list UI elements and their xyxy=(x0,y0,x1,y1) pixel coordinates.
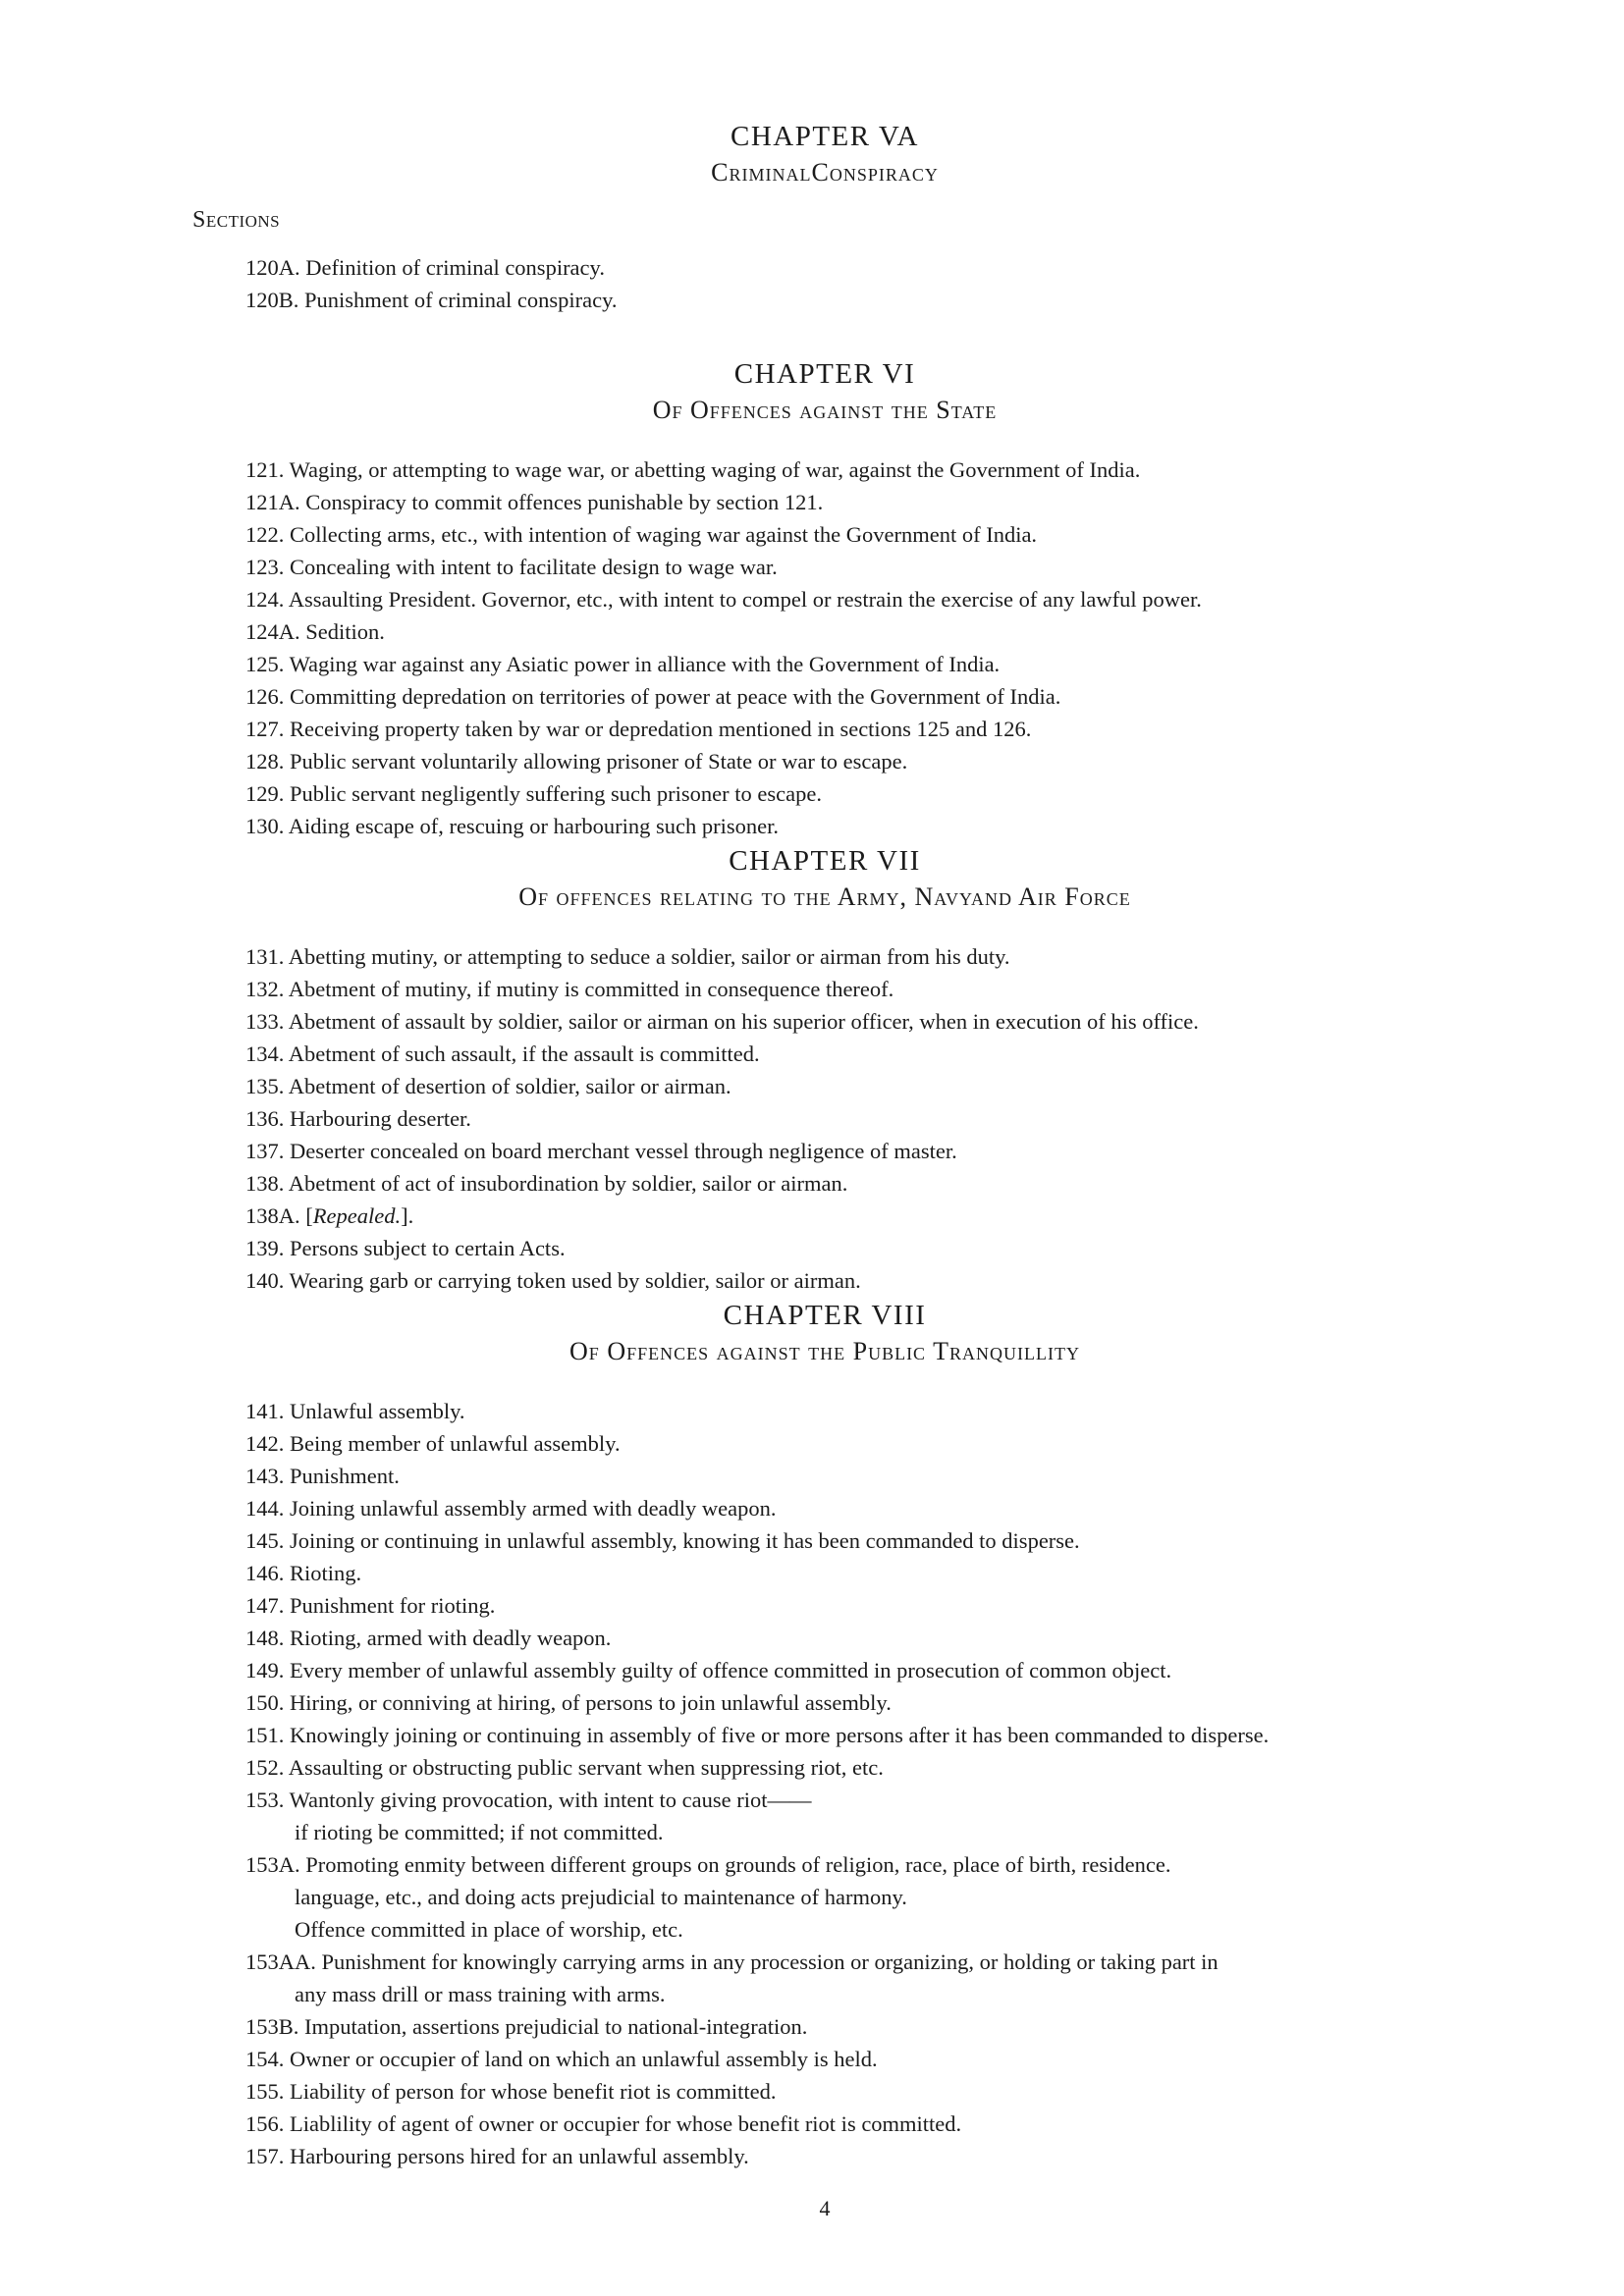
section-entry: 129. Public servant negligently suffering such prisoner to escape. xyxy=(245,781,822,806)
section-entry: 124A. Sedition. xyxy=(245,619,385,644)
chapter-title: CHAPTER VA xyxy=(730,121,919,152)
entry-italic-text: Repealed. xyxy=(312,1203,402,1228)
chapter-subtitle: Of Offences against the Public Tranquillity xyxy=(569,1337,1080,1365)
section-list-vi xyxy=(192,454,1457,842)
section-entry: 144. Joining unlawful assembly armed with deadly weapon. xyxy=(245,1496,777,1521)
section-entry: 149. Every member of unlawful assembly guilty of offence committed in prosecution of common object. xyxy=(245,1658,1172,1682)
page-number: 4 xyxy=(819,2196,831,2220)
section-entry: 137. Deserter concealed on board merchant vessel through negligence of master. xyxy=(245,1139,957,1163)
chapter-subtitle: CriminalConspiracy xyxy=(711,158,939,187)
chapter-title: CHAPTER VIII xyxy=(723,1300,927,1331)
chapter-subtitle: Of offences relating to the Army, Navyand Air Force xyxy=(518,882,1131,911)
section-list-va xyxy=(192,251,1457,316)
section-entry: 134. Abetment of such assault, if the assault is committed. xyxy=(245,1041,760,1066)
section-entry: 120B. Punishment of criminal conspiracy. xyxy=(245,288,618,312)
section-entry: 125. Waging war against any Asiatic power in alliance with the Government of India. xyxy=(245,652,1001,676)
sections-label: Sections xyxy=(192,207,281,233)
chapter-title: CHAPTER VI xyxy=(733,358,916,390)
section-entry: 122. Collecting arms, etc., with intention of waging war against the Government of India. xyxy=(245,522,1038,547)
section-entry: 154. Owner or occupier of land on which an unlawful assembly is held. xyxy=(245,2047,878,2071)
chapter-section-va xyxy=(192,118,1457,190)
section-entry: 153AA. Punishment for knowingly carrying arms in any procession or organizing, or holding or taking part in xyxy=(245,1949,1218,1974)
section-entry: 152. Assaulting or obstructing public servant when suppressing riot, etc. xyxy=(245,1755,884,1780)
section-entry: 141. Unlawful assembly. xyxy=(245,1399,465,1423)
section-entry: 153. Wantonly giving provocation, with intent to cause riot—— xyxy=(245,1788,812,1812)
section-entry: 139. Persons subject to certain Acts. xyxy=(245,1236,566,1260)
section-entry: 153A. Promoting enmity between different groups on grounds of religion, race, place of birth, residence. xyxy=(245,1852,1171,1877)
section-entry: 142. Being member of unlawful assembly. xyxy=(245,1431,621,1456)
chapter-subtitle: Of Offences against the State xyxy=(652,396,998,424)
section-entry: 131. Abetting mutiny, or attempting to seduce a soldier, sailor or airman from his duty. xyxy=(245,944,1010,969)
entry-text: ]. xyxy=(401,1203,414,1228)
entry-text: 138A. [ xyxy=(245,1203,313,1228)
section-entry: 133. Abetment of assault by soldier, sailor or airman on his superior officer, when in execution of his office. xyxy=(245,1009,1199,1034)
chapter-title: CHAPTER VII xyxy=(729,845,921,877)
section-entry: 151. Knowingly joining or continuing in assembly of five or more persons after it has been commanded to disperse. xyxy=(245,1723,1270,1747)
section-entry: 123. Concealing with intent to facilitate design to wage war. xyxy=(245,555,778,579)
section-entry: 127. Receiving property taken by war or depredation mentioned in sections 125 and 126. xyxy=(245,717,1032,741)
section-entry: Offence committed in place of worship, etc. xyxy=(295,1917,683,1942)
section-entry xyxy=(192,1200,1457,1232)
section-entry: 126. Committing depredation on territories of power at peace with the Government of India. xyxy=(245,684,1061,709)
section-entry: 156. Liablility of agent of owner or occupier for whose benefit riot is committed. xyxy=(245,2111,962,2136)
section-entry: 128. Public servant voluntarily allowing prisoner of State or war to escape. xyxy=(245,749,908,774)
page-content xyxy=(0,118,1624,2224)
section-entry: 124. Assaulting President. Governor, etc., with intent to compel or restrain the exercise of any lawful power. xyxy=(245,587,1202,612)
section-entry: 132. Abetment of mutiny, if mutiny is committed in consequence thereof. xyxy=(245,977,894,1001)
section-entry: language, etc., and doing acts prejudicial to maintenance of harmony. xyxy=(295,1885,907,1909)
section-entry: any mass drill or mass training with arms. xyxy=(295,1982,666,2006)
section-entry: 120A. Definition of criminal conspiracy. xyxy=(245,255,605,280)
section-list-vii xyxy=(192,940,1457,1297)
section-entry: 130. Aiding escape of, rescuing or harbouring such prisoner. xyxy=(245,814,779,838)
section-entry: 150. Hiring, or conniving at hiring, of persons to join unlawful assembly. xyxy=(245,1690,892,1715)
section-entry: 153B. Imputation, assertions prejudicial to national-integration. xyxy=(245,2014,808,2039)
section-entry: 147. Punishment for rioting. xyxy=(245,1593,496,1618)
section-entry: 121. Waging, or attempting to wage war, or abetting waging of war, against the Government of India. xyxy=(245,457,1141,482)
section-entry: 136. Harbouring deserter. xyxy=(245,1106,471,1131)
section-entry: if rioting be committed; if not committed. xyxy=(295,1820,664,1844)
section-entry: 145. Joining or continuing in unlawful assembly, knowing it has been commanded to disperse. xyxy=(245,1528,1080,1553)
section-entry: 143. Punishment. xyxy=(245,1464,400,1488)
chapter-section-viii xyxy=(192,1297,1457,1369)
section-entry: 135. Abetment of desertion of soldier, sailor or airman. xyxy=(245,1074,731,1098)
chapter-section-vii xyxy=(192,842,1457,915)
section-entry: 148. Rioting, armed with deadly weapon. xyxy=(245,1626,612,1650)
chapter-section-vi xyxy=(192,355,1457,428)
section-list-viii xyxy=(192,1395,1457,2172)
section-entry: 138. Abetment of act of insubordination by soldier, sailor or airman. xyxy=(245,1171,848,1196)
section-entry: 121A. Conspiracy to commit offences punishable by section 121. xyxy=(245,490,824,514)
section-entry: 155. Liability of person for whose benefit riot is committed. xyxy=(245,2079,777,2104)
section-entry: 140. Wearing garb or carrying token used by soldier, sailor or airman. xyxy=(245,1268,861,1293)
section-entry: 146. Rioting. xyxy=(245,1561,362,1585)
section-entry: 157. Harbouring persons hired for an unlawful assembly. xyxy=(245,2144,749,2168)
